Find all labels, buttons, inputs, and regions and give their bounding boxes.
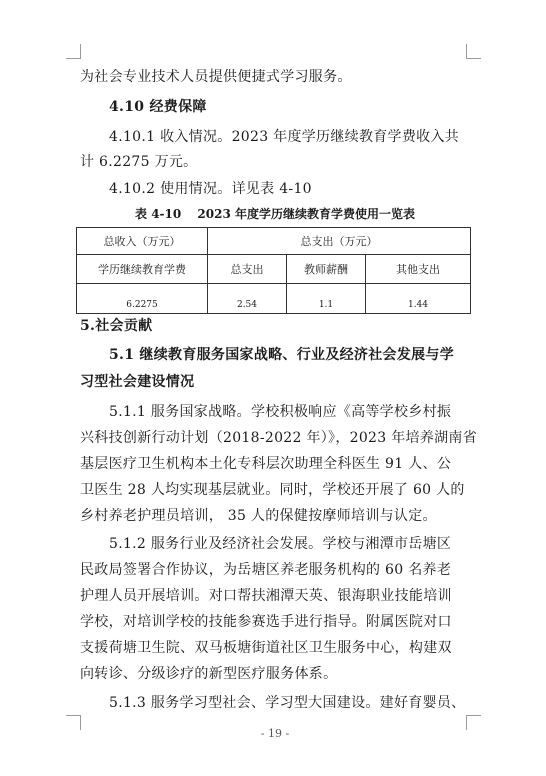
subheader-teacher-pay: 教师薪酬 bbox=[287, 255, 366, 284]
paragraph-4-10-1-line2: 计 6.2275 万元。 bbox=[80, 154, 198, 170]
paragraph-5-1-2-line5: 支援荷塘卫生院、双马板塘街道社区卫生服务中心，构建双 bbox=[80, 640, 452, 656]
paragraph-5-1-2-line4: 学校，对培训学校的技能参赛选手进行指导。附属医院对口 bbox=[80, 614, 452, 630]
paragraph-5-1-1-line4: 卫医生 28 人均实现基层就业。同时，学校还开展了 60 人的 bbox=[80, 482, 465, 498]
paragraph-5-1-2-line3: 护理人员开展培训。对口帮扶湘潭天英、银海职业技能培训 bbox=[80, 588, 452, 604]
heading-5-1-line2: 习型社会建设情况 bbox=[80, 374, 195, 390]
value-other-expense: 1.44 bbox=[366, 284, 471, 314]
page-number: - 19 - bbox=[260, 727, 290, 740]
heading-4-10: 4.10 经费保障 bbox=[109, 99, 207, 115]
subheader-total-expense: 总支出 bbox=[208, 255, 287, 284]
heading-5: 5.社会贡献 bbox=[80, 318, 153, 334]
paragraph-5-1-1-line1: 5.1.1 服务国家战略。学校积极响应《高等学校乡村振 bbox=[109, 404, 452, 420]
value-income: 6.2275 bbox=[77, 284, 208, 314]
subheader-other-expense: 其他支出 bbox=[366, 255, 471, 284]
header-income: 总收入（万元） bbox=[77, 228, 208, 255]
crop-mark-top-left bbox=[66, 44, 81, 59]
value-teacher-pay: 1.1 bbox=[287, 284, 366, 314]
value-total-expense: 2.54 bbox=[208, 284, 287, 314]
subheader-tuition: 学历继续教育学费 bbox=[77, 255, 208, 284]
crop-mark-bottom-left bbox=[66, 715, 81, 730]
paragraph-5-1-1-line3: 基层医疗卫生机构本土化专科层次助理全科医生 91 人、公 bbox=[80, 456, 452, 472]
paragraph-5-1-2-line2: 民政局签署合作协议，为岳塘区养老服务机构的 60 名养老 bbox=[80, 562, 452, 578]
heading-5-1-line1: 5.1 继续教育服务国家战略、行业及经济社会发展与学 bbox=[109, 347, 455, 363]
paragraph-5-1-2-line1: 5.1.2 服务行业及经济社会发展。学校与湘潭市岳塘区 bbox=[109, 536, 452, 552]
paragraph-continuation: 为社会专业技术人员提供便捷式学习服务。 bbox=[80, 69, 352, 85]
table-caption: 表 4-10 2023 年度学历继续教育学费使用一览表 bbox=[135, 207, 415, 221]
header-expense: 总支出（万元） bbox=[208, 228, 471, 255]
paragraph-4-10-2: 4.10.2 使用情况。详见表 4-10 bbox=[109, 181, 312, 197]
paragraph-5-1-3-line1: 5.1.3 服务学习型社会、学习型大国建设。建好育婴员、 bbox=[109, 695, 466, 711]
paragraph-5-1-1-line5: 乡村养老护理员培训， 35 人的保健按摩师培训与认定。 bbox=[80, 508, 437, 524]
fee-usage-table bbox=[76, 227, 471, 314]
paragraph-4-10-1-line1: 4.10.1 收入情况。2023 年度学历继续教育学费收入共 bbox=[109, 129, 460, 145]
crop-mark-top-right bbox=[466, 44, 481, 59]
paragraph-5-1-2-line6: 向转诊、分级诊疗的新型医疗服务体系。 bbox=[80, 666, 338, 682]
paragraph-5-1-1-line2: 兴科技创新行动计划（2018-2022 年）》，2023 年培养湖南省 bbox=[80, 430, 478, 446]
